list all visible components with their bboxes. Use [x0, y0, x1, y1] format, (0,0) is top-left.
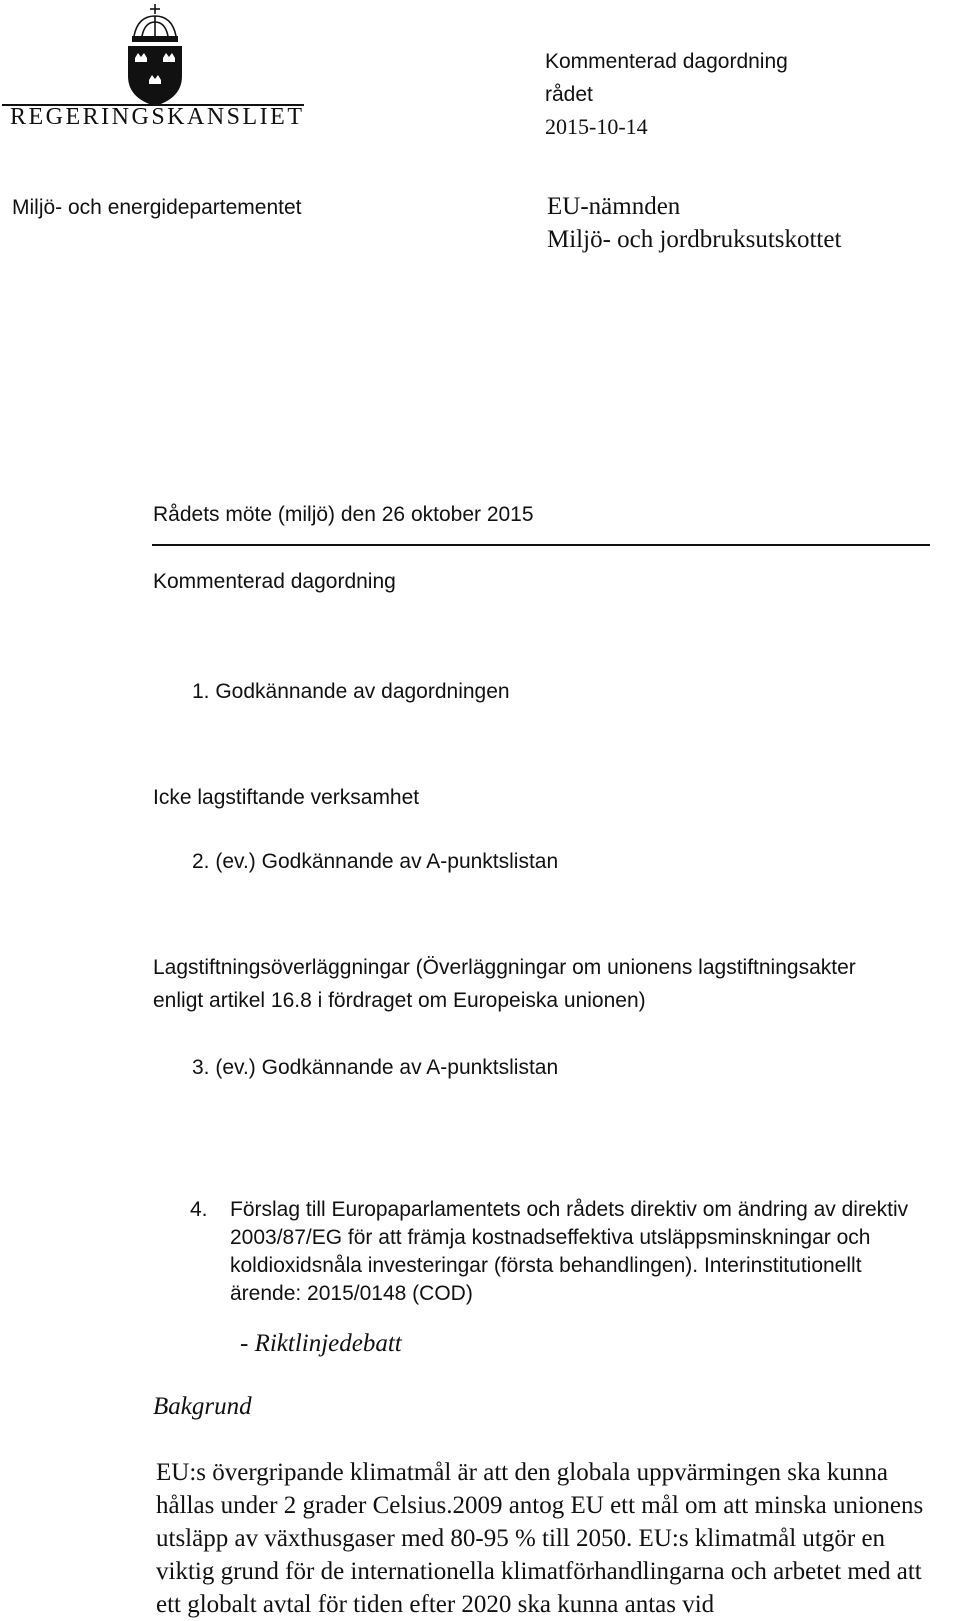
section-legislative-line2: enligt artikel 16.8 i fördraget om Europeiska unionen) — [153, 989, 646, 1012]
recipient-eu-committee: EU-nämnden — [547, 193, 681, 220]
agenda-item-4 — [190, 1196, 910, 1308]
title-divider — [152, 544, 930, 546]
background-paragraph: EU:s övergripande klimatmål är att den globala uppvärmingen ska kunna hållas under 2 grader Celsius.2009 antog EU ett mål om att minska unionens utsläpp av växthusgaser med 80-95 % till 2050. EU:s klimatmål utgör en viktig grund för de internationella klimatförhandlingarna och arbetet med att ett globalt avtal för tiden efter 2020 ska kunna antas vid — [156, 1459, 924, 1618]
agenda-item-4-text: Förslag till Europaparlamentets och rådets direktiv om ändring av direktiv 2003/87/EG för att främja kostnadseffektiva utsläppsminskningar och koldioxidsnåla investeringar (första behandlingen). Interinstitutionellt ärende: 2015/0148 (COD) — [230, 1198, 909, 1305]
meeting-title: Rådets möte (miljö) den 26 oktober 2015 — [153, 503, 534, 526]
logo-wordmark: REGERINGSKANSLIET — [10, 104, 305, 130]
agenda-item-1: 1. Godkännande av dagordningen — [192, 680, 510, 703]
agenda-item-2: 2. (ev.) Godkännande av A-punktslistan — [192, 850, 559, 873]
document-date: 2015-10-14 — [545, 114, 648, 139]
doc-type: Kommenterad dagordning — [545, 50, 788, 73]
agenda-heading: Kommenterad dagordning — [153, 570, 396, 593]
agenda-item-3: 3. (ev.) Godkännande av A-punktslistan — [192, 1056, 559, 1079]
council-label: rådet — [545, 83, 593, 106]
agenda-item-4-number: 4. — [190, 1198, 208, 1221]
agenda-item-4-subtitle: - Riktlinjedebatt — [240, 1330, 402, 1357]
ministry-name: Miljö- och energidepartementet — [12, 196, 302, 219]
recipient-committee: Miljö- och jordbruksutskottet — [547, 226, 842, 253]
coat-of-arms-icon — [120, 2, 190, 108]
section-legislative-line1: Lagstiftningsöverläggningar (Överläggningar om unionens lagstiftningsakter — [153, 956, 856, 979]
background-heading: Bakgrund — [153, 1393, 252, 1420]
section-non-legislative: Icke lagstiftande verksamhet — [153, 786, 420, 809]
